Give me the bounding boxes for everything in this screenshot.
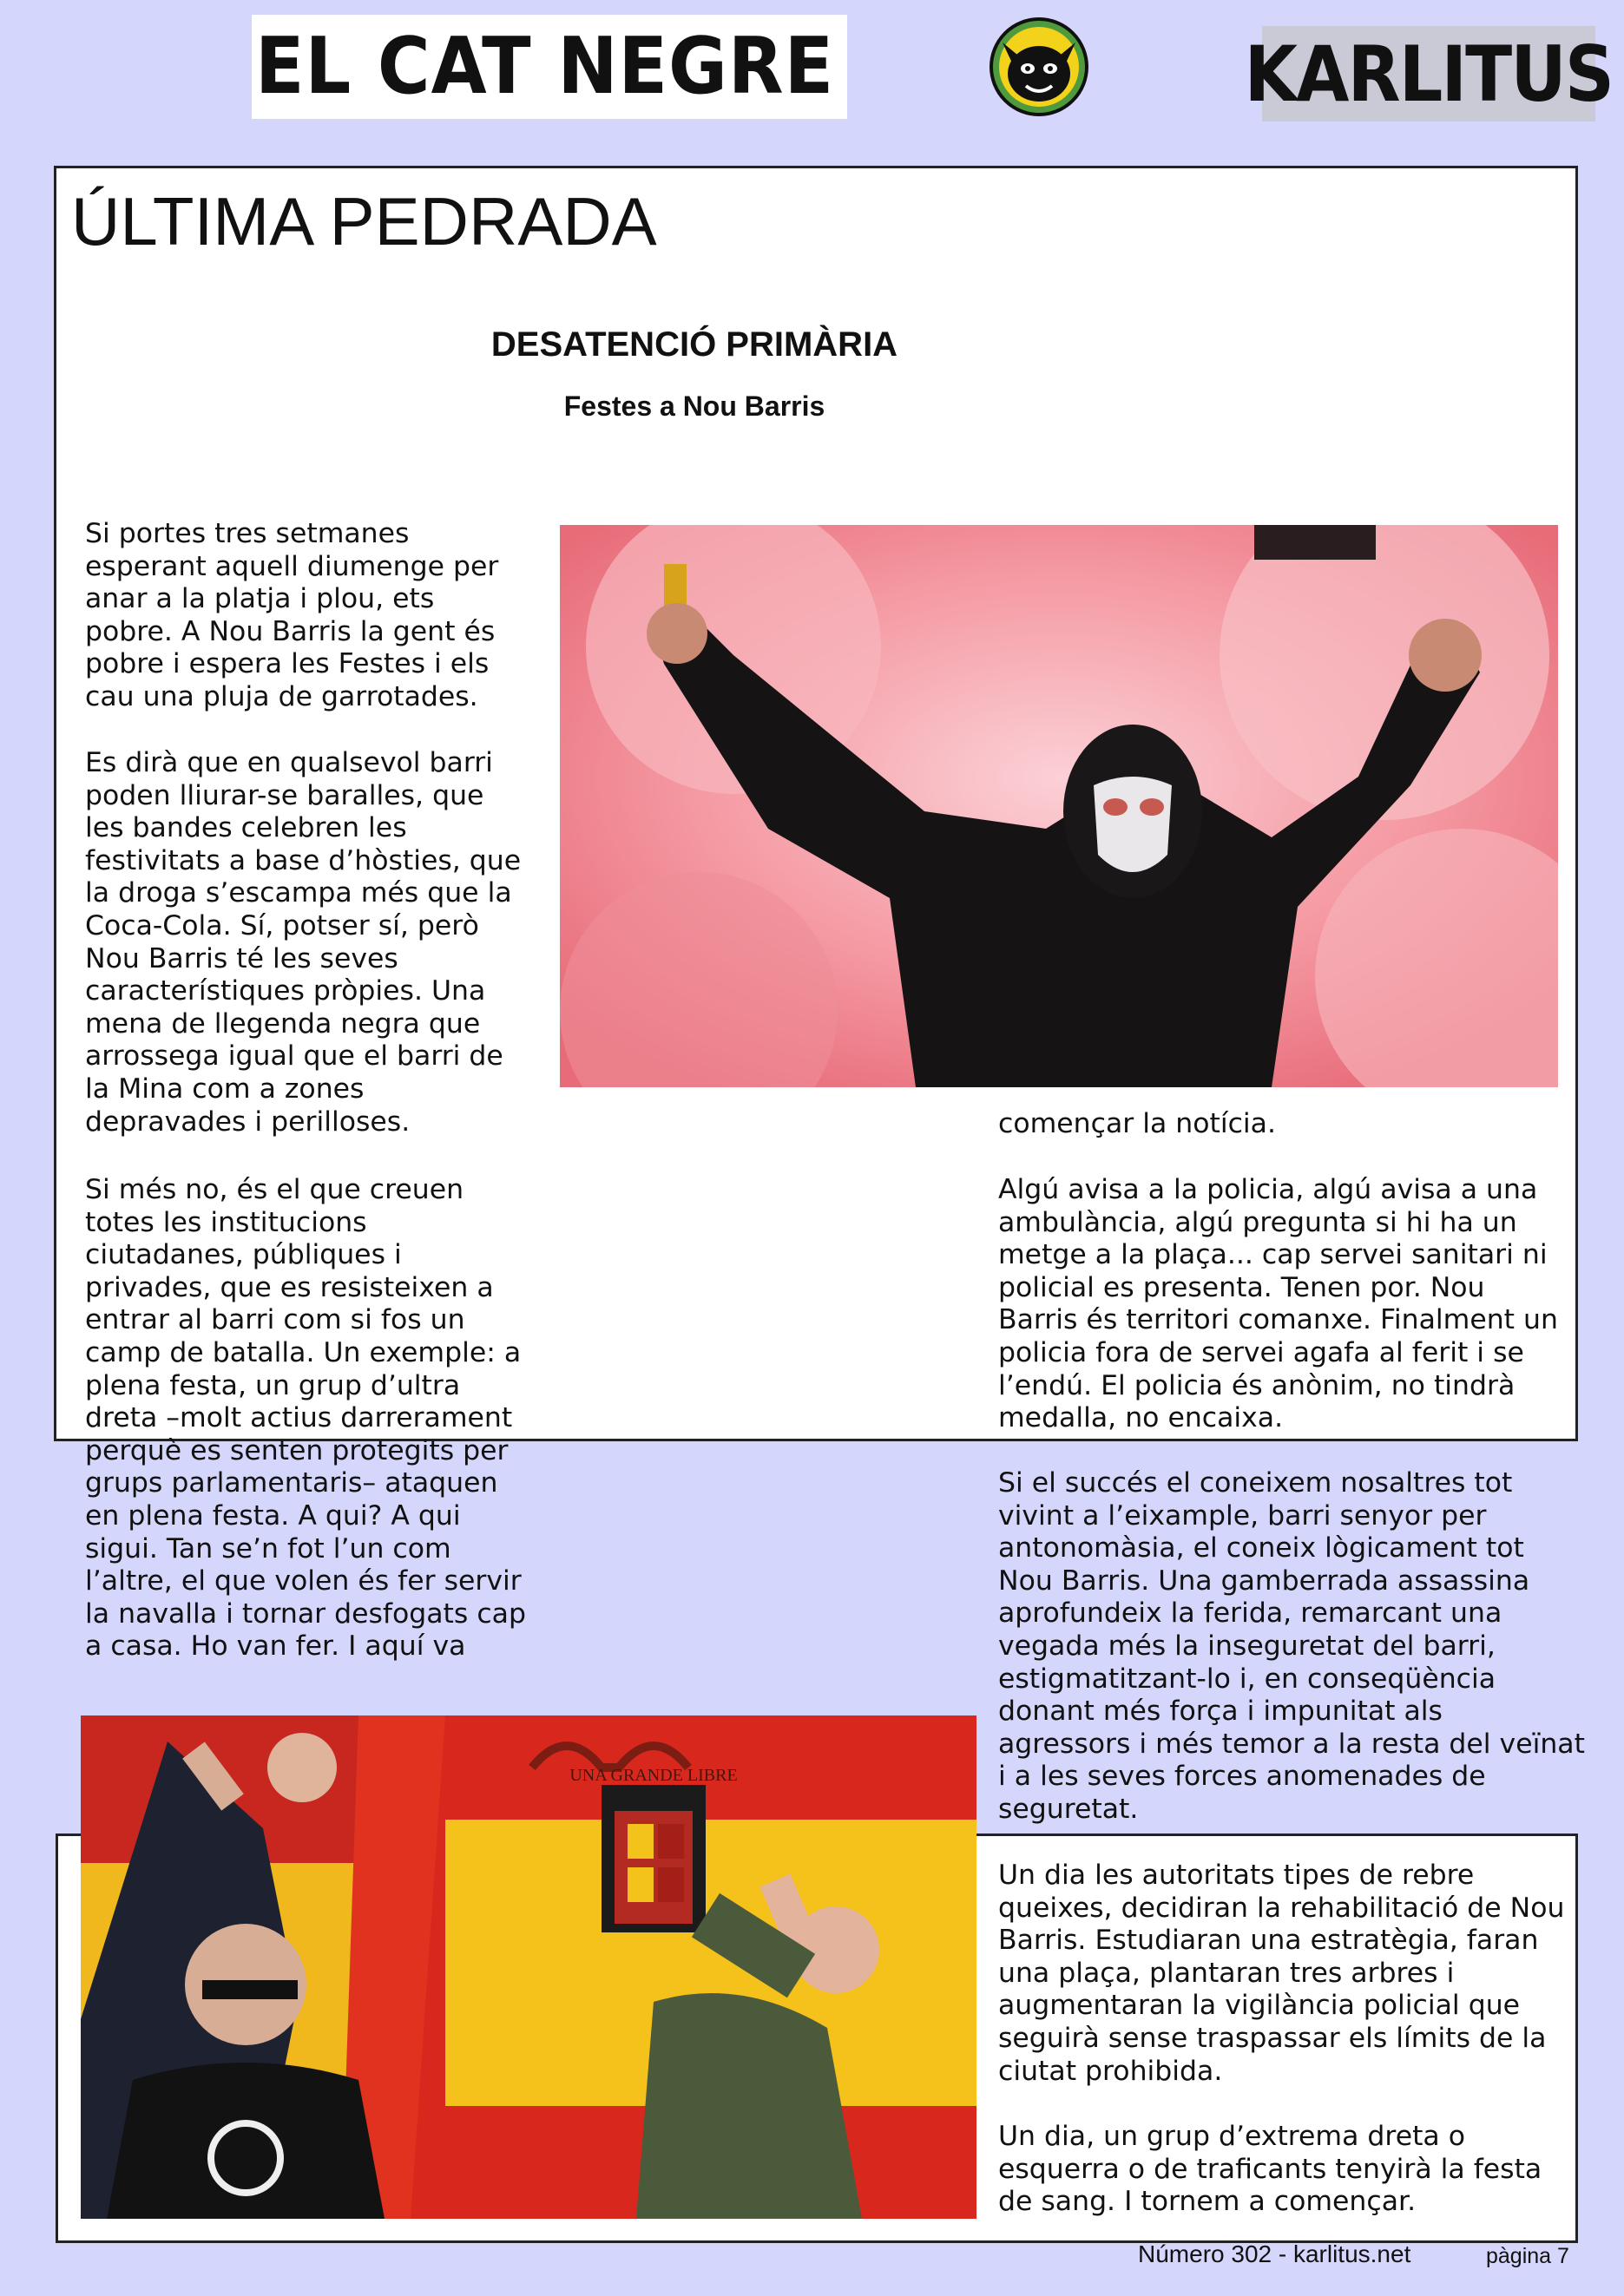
right-column-para-3: Si el succés el coneixem nosaltres tot vivint a l’eixample, barri senyor per antonomàsia, el coneix lògicament tot Nou Barris. Una gamberrada assassina aprofundeix la ferida, remarcant una vegada més la inseguretat del barri, estigmatitzant-lo i, en conseqüència donant més força i impunitat als agressors i més temor a la resta del veïnat i a les seves forces anomenades de seguretat. [998,1467,1585,1825]
left-column-para-2: Es dirà que en qualsevol barri poden lliurar-se baralles, que les bandes celebren les festivitats a base d’hòsties, que la droga s’escampa més que la Coca-Cola. Sí, potser sí, però Nou Barris té les seves característiques pròpies. Una mena de llegenda negra que arrossega igual que el barri de la Mina com a zones depravades i perilloses. [85,747,522,1138]
masthead-logo [252,15,847,119]
left-column-para-1: Si portes tres setmanes esperant aquell diumenge per anar a la platja i plou, ets pobre. A Nou Barris la gent és pobre i espera les Festes i els cau una pluja de garrotades. [85,518,499,712]
hooded-figure-photo [560,525,1558,1087]
left-column-para-3: Si més no, és el que creuen totes les institucions ciutadanes, públiques i privades, que es resisteixen a entrar al barri com si fos un camp de batalla. Un exemple: a plena festa, un grup d’ultra dreta –molt actius darrerament perquè es senten protegits per grups parlamentaris– ataquen en plena festa. A qui? A qui sigui. Tan se’n fot l’un com l’altre, el que volen és fer servir la navalla i tornar desfogats cap a casa. Ho van fer. I aquí va [85,1174,526,1663]
black-cat-icon [981,16,1097,117]
brand-logo [1244,26,1614,121]
masthead-title: EL CAT NEGRE [255,21,835,112]
rally-flags-photo [81,1715,976,2219]
article-subheadline: Festes a Nou Barris [563,390,825,422]
right-column-para-1: començar la notícia. [998,1108,1276,1139]
page-number: pàgina 7 [1486,2244,1569,2268]
right-column-para-4: Un dia les autoritats tipes de rebre queixes, decidiran la rehabilitació de Nou Barris. Estudiaran una estratègia, faran una plaça, plantaran tres arbres i augmentaran la vigilància policial que seguirà sense traspassar els límits de la ciutat prohibida. [998,1860,1565,2087]
right-column-para-5: Un dia, un grup d’extrema dreta o esquerra o de traficants tenyirà la festa de sang. I tornem a començar. [998,2121,1542,2218]
brand-name: KARLITUS [1244,29,1614,119]
section-title: ÚLTIMA PEDRADA [71,183,657,259]
right-column-para-2: Algú avisa a la policia, algú avisa a una ambulància, algú pregunta si hi ha un metge a la plaça... cap servei sanitari ni policial es presenta. Tenen por. Nou Barris és territori comanxe. Finalment un policia fora de servei agafa al ferit i se l’endú. El policia és anònim, no tindrà medalla, no encaixa. [998,1174,1558,1434]
flag-motto: UNA GRANDE LIBRE [569,1766,738,1785]
issue-footer: Número 302 - karlitus.net [1138,2240,1411,2267]
article-headline: DESATENCIÓ PRIMÀRIA [490,325,898,364]
